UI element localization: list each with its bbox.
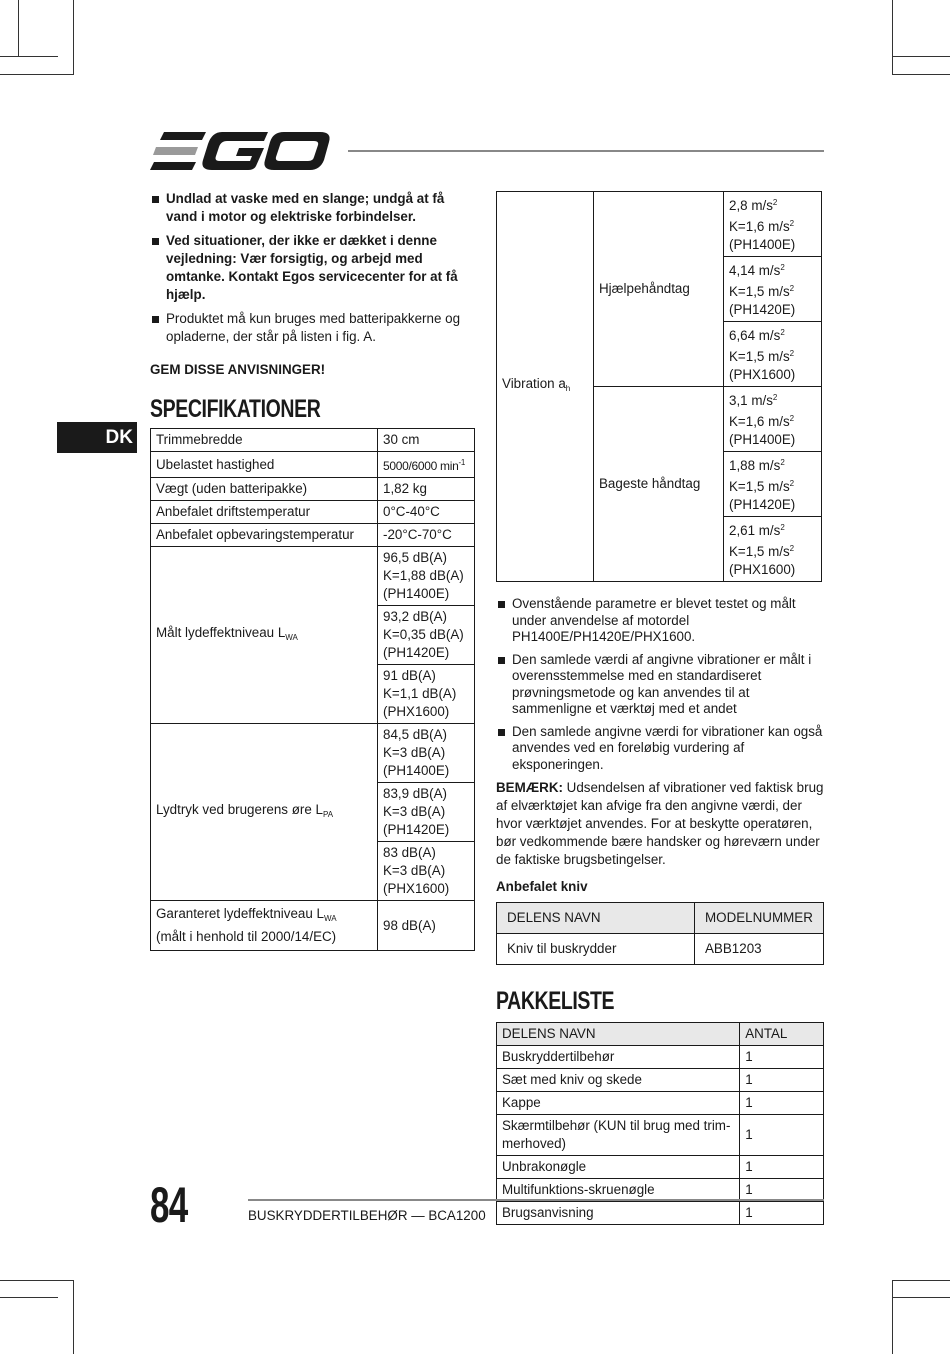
value-text: K=1,5 m/s [729,479,790,494]
value-text: 4,14 m/s [729,263,781,278]
value-line: (PH1400E) [383,763,450,778]
value-line: 83,9 dB(A) [383,786,448,801]
bullet-item: Ved situationer, der ikke er dækket i denne vejledning: Vær forsigtig, og arbejd med omtanke. Kontakt Egos servicecenter for at få hjælp. [150,232,475,304]
table-row [151,524,475,547]
unit-sup: 2 [789,479,795,488]
unit-sup: 2 [789,284,795,293]
crop-mark [73,0,74,74]
table-cell: 1 [740,1092,824,1115]
table-row [151,547,475,606]
page-number: 84 [150,1177,188,1233]
table-cell: 1 [740,1069,824,1092]
header-rule [348,150,824,152]
specifications-title: SPECIFIKATIONER [150,395,321,423]
value-line: (PHX1600) [383,881,450,896]
value-line [729,519,816,540]
spec-label [151,901,378,951]
footer-title: BUSKRYDDERTILBEHØR — BCA1200 [248,1208,486,1223]
right-column [496,191,824,1225]
value-text: 3,1 m/s [729,393,773,408]
unit-sup: 2 [789,414,795,423]
value-text: 2,61 m/s [729,523,781,538]
table-row [497,1092,824,1115]
spec-label-line [156,905,372,928]
value-line: K=3 dB(A) [383,863,446,878]
bullet-item: Ovenstående parametre er blevet testet og målt under anvendelse af motordel PH1400E/PH1420E/PHX1600. [496,596,824,646]
value-line: K=3 dB(A) [383,804,446,819]
footer-rule [248,1199,824,1201]
ego-logo-icon [150,130,332,172]
vibration-value [724,192,822,257]
spec-value: 0°C-40°C [378,501,475,524]
spec-label-sub: PA [322,809,334,819]
table-cell: 1 [740,1156,824,1179]
value-text: K=1,5 m/s [729,544,790,559]
value-line [729,194,816,215]
value-line: (PH1420E) [729,497,796,512]
value-line: (PHX1600) [729,562,796,577]
save-instructions-note: GEM DISSE ANVISNINGER! [150,362,326,377]
spec-label: Ubelastet hastighed [151,452,378,478]
spec-value [378,547,475,606]
spec-label: Anbefalet opbevaringstemperatur [151,524,378,547]
crop-mark [892,1297,950,1298]
value-line [729,259,816,280]
spec-value-text: 5000/6000 min [383,459,459,473]
table-row [151,724,475,783]
table-cell: Skærmtilbehør (KUN til brug med trim-merhoved) [497,1115,740,1156]
unit-sup: 2 [780,458,785,467]
table-row [151,501,475,524]
value-line: (PH1420E) [729,302,796,317]
spec-value: 30 cm [378,429,475,452]
vibration-value [724,452,822,517]
spec-value [378,842,475,901]
table-cell: 1 [740,1115,824,1156]
unit-sup: 2 [780,328,785,337]
table-header-row [497,903,824,934]
unit-sup: 2 [780,263,785,272]
note-text: Udsendelsen af vibrationer ved faktisk brug af elværktøjet kan afvige fra den angivne værdi, der hvor værktøjet anvendes. For at beskytte operatøren, bør vedkommende bære handsker og høreværn under de faktiske brugsbetingelser. [496,780,824,867]
column-header: MODELNUMMER [695,903,824,934]
spec-value [378,783,475,842]
spec-label-text: Målt lydeffektniveau L [156,624,286,640]
value-text: 6,64 m/s [729,328,781,343]
table-row [497,1069,824,1092]
handle-name: Hjælpehåndtag [594,192,724,387]
table-row [497,192,822,257]
spec-value [378,724,475,783]
value-line [729,454,816,475]
value-line: K=1,1 dB(A) [383,686,457,701]
value-text: K=1,5 m/s [729,349,790,364]
table-cell: ABB1203 [695,934,824,965]
value-line [729,540,816,561]
bullet-item: Den samlede værdi af angivne vibrationer er målt i overensstemmelse med en standardiseret prøvningsmetode og kan anvendes til at sammenligne et værktøj med et andet [496,652,824,718]
recommended-blade-title: Anbefalet kniv [496,879,588,894]
vibration-value [724,257,822,322]
crop-mark [0,74,74,75]
spec-label-sub: WA [285,632,298,642]
safety-bullets [150,190,475,346]
table-header-row [497,1023,824,1046]
handle-name: Bageste håndtag [594,387,724,582]
table-cell: Kniv til buskrydder [497,934,695,965]
unit-sup: 2 [772,198,778,207]
value-line: 96,5 dB(A) [383,550,448,565]
bullet-item: Undlad at vaske med en slange; undgå at få vand i motor og elektriske forbindelser. [150,190,475,226]
value-line: (PH1420E) [383,645,450,660]
value-line: (PH1400E) [383,586,450,601]
left-column [150,190,475,951]
value-line: 91 dB(A) [383,668,436,683]
table-row [151,429,475,452]
value-text: 1,88 m/s [729,458,781,473]
table-row [151,452,475,478]
value-line: 84,5 dB(A) [383,727,448,742]
spec-label-sub: WA [323,914,337,923]
value-line: K=0,35 dB(A) [383,627,464,642]
table-row [497,1202,824,1225]
column-header: DELENS NAVN [497,1023,740,1046]
spec-label: Anbefalet driftstemperatur [151,501,378,524]
bullet-item: Produktet må kun bruges med batteripakkerne og opladerne, der står på listen i fig. A. [150,310,475,346]
vibration-table [496,191,822,582]
spec-value [378,606,475,665]
value-line [729,475,816,496]
table-cell: Multifunktions-skruenøgle [497,1179,740,1202]
spec-label: Trimmebredde [151,429,378,452]
vibration-value [724,517,822,582]
ego-logo [150,130,332,172]
value-text: K=1,6 m/s [729,414,790,429]
value-line [729,345,816,366]
value-line [729,324,816,345]
specifications-table [150,428,475,951]
spec-label-line: (målt i henhold til 2000/14/EC) [156,929,337,944]
column-header: ANTAL [740,1023,824,1046]
packing-list-title: PAKKELISTE [496,987,615,1015]
value-text: 2,8 m/s [729,198,773,213]
bullet-item: Den samlede angivne værdi for vibrationer kan også anvendes ved en foreløbig vurdering af eksponeringen. [496,724,824,774]
crop-mark [892,1280,950,1281]
unit-sup: 2 [789,544,795,553]
value-line [729,410,816,431]
spec-label-text: Lydtryk ved brugerens øre L [156,801,323,817]
language-tab: DK [57,422,137,453]
crop-mark [0,1280,74,1281]
table-cell: 1 [740,1179,824,1202]
unit-sup: 2 [789,219,795,228]
unit-sup: 2 [780,523,785,532]
table-row [497,934,824,965]
spec-value: -20°C-70°C [378,524,475,547]
crop-mark [0,1297,58,1298]
vibration-value [724,387,822,452]
column-header: DELENS NAVN [497,903,695,934]
crop-mark [892,1280,893,1354]
table-row [497,1156,824,1179]
note-paragraph [496,779,824,869]
spec-label [151,724,378,901]
crop-mark [73,1280,74,1354]
table-cell: 1 [740,1046,824,1069]
spec-value [378,665,475,724]
value-line: (PHX1600) [729,367,796,382]
spec-label: Vægt (uden batteripakke) [151,478,378,501]
value-line [729,280,816,301]
value-text: K=1,5 m/s [729,284,790,299]
vibration-bullets [496,596,824,773]
spec-value: 1,82 kg [378,478,475,501]
value-line: 83 dB(A) [383,845,436,860]
value-line: K=1,88 dB(A) [383,568,464,583]
table-cell: Kappe [497,1092,740,1115]
vibration-label-text: Vibration a [502,376,566,391]
table-row [497,1046,824,1069]
value-line [729,389,816,410]
spec-value-sup: -1 [458,458,466,467]
crop-mark [18,0,19,57]
table-cell: 1 [740,1202,824,1225]
table-row [151,478,475,501]
vibration-label-sub: h [565,384,571,393]
value-line: K=3 dB(A) [383,745,446,760]
crop-mark [0,56,58,57]
spec-value: 98 dB(A) [378,901,475,951]
table-cell: Buskryddertilbehør [497,1046,740,1069]
table-row [497,1115,824,1156]
unit-sup: 2 [789,349,795,358]
value-line: (PH1420E) [383,822,450,837]
unit-sup: 2 [772,393,778,402]
value-line: (PHX1600) [383,704,450,719]
table-cell: Unbrakonøgle [497,1156,740,1179]
table-row [151,901,475,951]
table-cell: Sæt med kniv og skede [497,1069,740,1092]
value-line: (PH1400E) [729,237,796,252]
spec-value [378,452,475,478]
value-line: (PH1400E) [729,432,796,447]
packing-list-table [496,1022,824,1225]
value-text: K=1,6 m/s [729,219,790,234]
value-line [729,215,816,236]
recommended-blade-table [496,902,824,965]
crop-mark [892,56,950,57]
note-label: BEMÆRK: [496,780,563,795]
crop-mark [892,0,893,74]
table-cell: Brugsanvisning [497,1202,740,1225]
vibration-label [497,192,594,582]
value-line: 93,2 dB(A) [383,609,448,624]
spec-label [151,547,378,724]
crop-mark [892,74,950,75]
spec-label-text: Garanteret lydeffektniveau L [156,906,324,921]
vibration-value [724,322,822,387]
